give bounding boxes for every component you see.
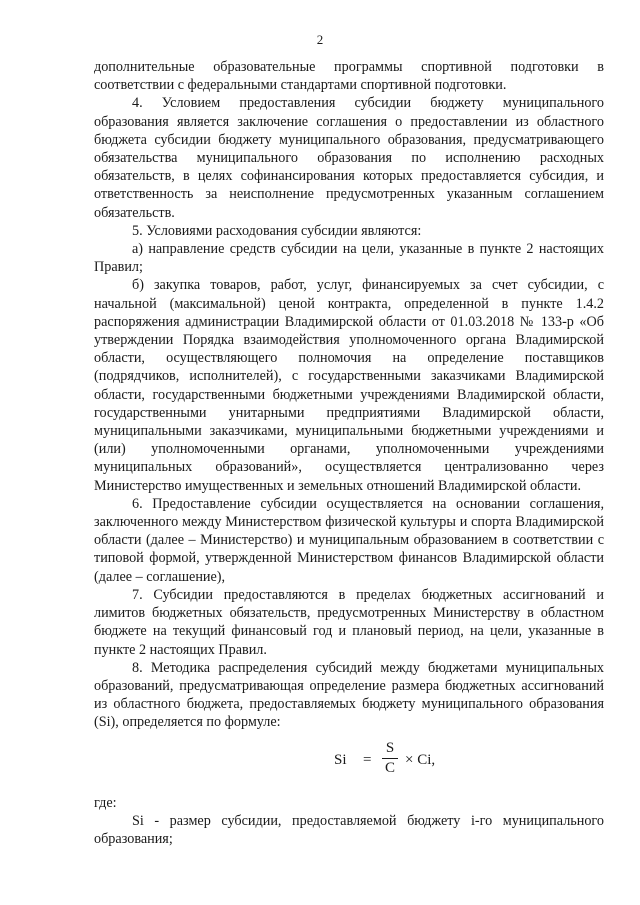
formula-lhs: Si <box>334 751 347 768</box>
document-body <box>94 58 604 848</box>
formula-equals: = <box>363 751 372 768</box>
paragraph-5: 5. Условиями расходования субсидии являются: <box>132 222 422 239</box>
formula-fraction <box>382 740 398 777</box>
paragraph-4: 4. Условием предоставления субсидии бюджету муниципального образования является заключение соглашения о предоставлении из областного бюджета субсидии бюджету муниципального образования, предусматривающего обязательства муниципального образования по исполнению расходных обязательств, в целях софинансирования которых предоставляется субсидия, и ответственность за неисполнение предусмотренных указанным соглашением обязательств. <box>94 95 604 221</box>
definition-si: Si - размер субсидии, предоставляемой бюджету i-го муниципального образования; <box>94 812 604 847</box>
paragraph-5b: б) закупка товаров, работ, услуг, финансируемых за счет субсидии, с начальной (максимальной) ценой контракта, определенной в пункте 1.4.2 распоряжения администрации Владимирской области от 01.03.2018 № 133-р «Об утверждении Порядка взаимодействия уполномоченного органа Владимирской области, осуществляющего полномочия на определение поставщиков (подрядчиков, исполнителей), с государственными заказчиками Владимирской области, государственными бюджетными учреждениями Владимирской области, государственными унитарными предприятиями Владимирской области, муниципальными заказчиками, муниципальными бюджетными учреждениями и (или) уполномоченными органами, уполномоченными учреждениями муниципальных образований», осуществляется централизованно через Министерство имущественных и земельных отношений Владимирской области. <box>94 277 604 494</box>
formula-rest: × Ci, <box>405 751 436 768</box>
paragraph-7: 7. Субсидии предоставляются в пределах бюджетных ассигнований и лимитов бюджетных обязательств, предусмотренных Министерству в областном бюджете на текущий финансовый год и плановый период, на цели, указанные в пункте 2 настоящих Правил. <box>94 586 604 658</box>
formula <box>334 740 604 780</box>
formula-numerator: S <box>385 739 395 756</box>
page-number: 2 <box>316 32 324 47</box>
formula-denominator: C <box>384 759 395 776</box>
paragraph-continuation: дополнительные образовательные программы спортивной подготовки в соответствии с федеральными стандартами спортивной подготовки. <box>94 59 604 94</box>
paragraph-8: 8. Методика распределения субсидий между бюджетами муниципальных образований, предусматривающая определение размера бюджетных ассигнований из областного бюджета, предоставляемых бюджету муниципального образования (Si), определяется по формуле: <box>94 659 604 731</box>
paragraph-6: 6. Предоставление субсидии осуществляется на основании соглашения, заключенного между Министерством физической культуры и спорта Владимирской области (далее – Министерство) и муниципальным образованием в соответствии с типовой формой, утвержденной Министерством финансов Владимирской области (далее – соглашение), <box>94 495 604 585</box>
paragraph-5a: а) направление средств субсидии на цели, указанные в пункте 2 настоящих Правил; <box>94 241 604 276</box>
where-label: где: <box>94 794 117 811</box>
fraction-bar <box>382 758 398 759</box>
